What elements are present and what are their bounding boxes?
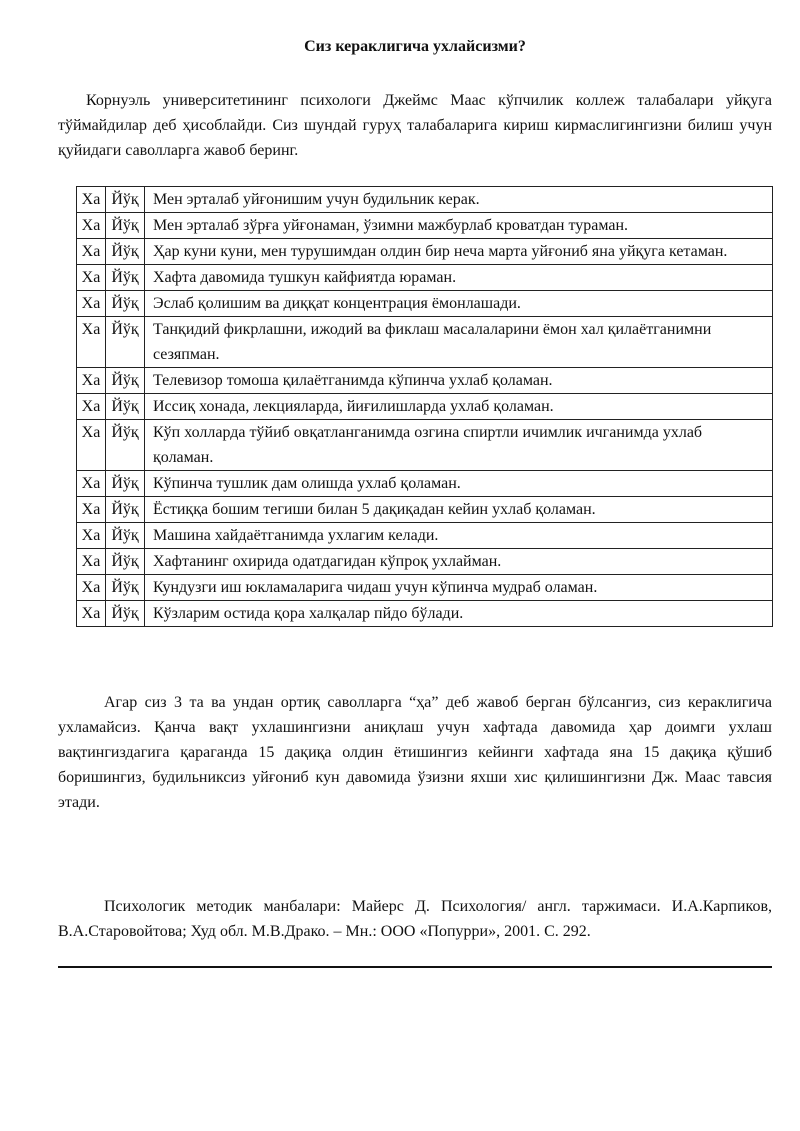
no-option[interactable]: Йўқ [106, 601, 145, 627]
no-option[interactable]: Йўқ [106, 394, 145, 420]
yes-option[interactable]: Ха [77, 420, 106, 471]
statement-text: Мен эрталаб зўрға уйғонаман, ўзимни мажбурлаб кроватдан тураман. [145, 213, 773, 239]
table-row [77, 471, 773, 497]
statement-text: Танқидий фикрлашни, ижодий ва фиклаш масалаларини ёмон хал қилаётганимни сезяпман. [145, 317, 773, 368]
table-row [77, 497, 773, 523]
statement-text: Телевизор томоша қилаётганимда кўпинча ухлаб қоламан. [145, 368, 773, 394]
bottom-rule [58, 966, 772, 968]
no-option[interactable]: Йўқ [106, 265, 145, 291]
statement-text: Иссиқ хонада, лекцияларда, йиғилишларда ухлаб қоламан. [145, 394, 773, 420]
table-row [77, 549, 773, 575]
no-option[interactable]: Йўқ [106, 291, 145, 317]
intro-paragraph: Корнуэль университетининг психологи Джеймс Маас кўпчилик коллеж талабалари уйқуга тўймайдилар деб ҳисоблайди. Сиз шундай гуруҳ талабаларига кириш кирмаслигингизни билиш учун қуйидаги саволларга жавоб беринг. [58, 92, 772, 159]
yes-option[interactable]: Ха [77, 187, 106, 213]
yes-option[interactable]: Ха [77, 497, 106, 523]
table-row [77, 420, 773, 471]
questionnaire-table-wrap [76, 186, 773, 627]
sources-paragraph: Психологик методик манбалари: Майерс Д. Психология/ англ. таржимаси. И.А.Карпиков, В.А.Старовойтова; Худ обл. М.В.Драко. – Мн.: ООО «Попурри», 2001. С. 292. [58, 898, 772, 940]
yes-option[interactable]: Ха [77, 523, 106, 549]
no-option[interactable]: Йўқ [106, 239, 145, 265]
no-option[interactable]: Йўқ [106, 549, 145, 575]
statement-text: Хафта давомида тушкун кайфиятда юраман. [145, 265, 773, 291]
statement-text: Кўп холларда тўйиб овқатланганимда озгина спиртли ичимлик ичганимда ухлаб қоламан. [145, 420, 773, 471]
yes-option[interactable]: Ха [77, 239, 106, 265]
no-option[interactable]: Йўқ [106, 420, 145, 471]
questionnaire-body [77, 187, 773, 627]
no-option[interactable]: Йўқ [106, 497, 145, 523]
table-row [77, 394, 773, 420]
questionnaire-table [76, 186, 773, 627]
table-row [77, 265, 773, 291]
table-row [77, 213, 773, 239]
yes-option[interactable]: Ха [77, 471, 106, 497]
statement-text: Эслаб қолишим ва диққат концентрация ёмонлашади. [145, 291, 773, 317]
statement-text: Хафтанинг охирида одатдагидан кўпроқ ухлайман. [145, 549, 773, 575]
yes-option[interactable]: Ха [77, 575, 106, 601]
no-option[interactable]: Йўқ [106, 471, 145, 497]
table-row [77, 601, 773, 627]
yes-option[interactable]: Ха [77, 549, 106, 575]
statement-text: Машина хайдаётганимда ухлагим келади. [145, 523, 773, 549]
table-row [77, 317, 773, 368]
statement-text: Ёстиққа бошим тегиши билан 5 дақиқадан кейин ухлаб қоламан. [145, 497, 773, 523]
yes-option[interactable]: Ха [77, 394, 106, 420]
statement-text: Кўзларим остида қора халқалар пйдо бўлади. [145, 601, 773, 627]
no-option[interactable]: Йўқ [106, 523, 145, 549]
no-option[interactable]: Йўқ [106, 187, 145, 213]
statement-text: Мен эрталаб уйғонишим учун будильник керак. [145, 187, 773, 213]
no-option[interactable]: Йўқ [106, 575, 145, 601]
no-option[interactable]: Йўқ [106, 213, 145, 239]
statement-text: Кундузги иш юкламаларига чидаш учун кўпинча мудраб оламан. [145, 575, 773, 601]
table-row [77, 523, 773, 549]
no-option[interactable]: Йўқ [106, 368, 145, 394]
yes-option[interactable]: Ха [77, 601, 106, 627]
yes-option[interactable]: Ха [77, 368, 106, 394]
document-title: Сиз кераклигича ухлайсизми? [304, 38, 526, 55]
yes-option[interactable]: Ха [77, 265, 106, 291]
yes-option[interactable]: Ха [77, 213, 106, 239]
table-row [77, 368, 773, 394]
yes-option[interactable]: Ха [77, 317, 106, 368]
table-row [77, 187, 773, 213]
table-row [77, 239, 773, 265]
table-row [77, 575, 773, 601]
table-row [77, 291, 773, 317]
statement-text: Ҳар куни куни, мен турушимдан олдин бир неча марта уйғониб яна уйқуга кетаман. [145, 239, 773, 265]
conclusion-paragraph: Агар сиз 3 та ва ундан ортиқ саволларга “ҳа” деб жавоб берган бўлсангиз, сиз кераклигича ухламайсиз. Қанча вақт ухлашингизни аниқлаш учун хафтада давомида ҳар доимги ухлаш вақтингиздагига қараганда 15 дақиқа олдин ётишингиз кейинги хафтада яна 15 дақиқа қўшиб боришингиз, будильниксиз уйғониб кун давомида ўзизни яхши хис қилишингизни Дж. Маас тавсия этади. [58, 694, 772, 811]
yes-option[interactable]: Ха [77, 291, 106, 317]
no-option[interactable]: Йўқ [106, 317, 145, 368]
statement-text: Кўпинча тушлик дам олишда ухлаб қоламан. [145, 471, 773, 497]
